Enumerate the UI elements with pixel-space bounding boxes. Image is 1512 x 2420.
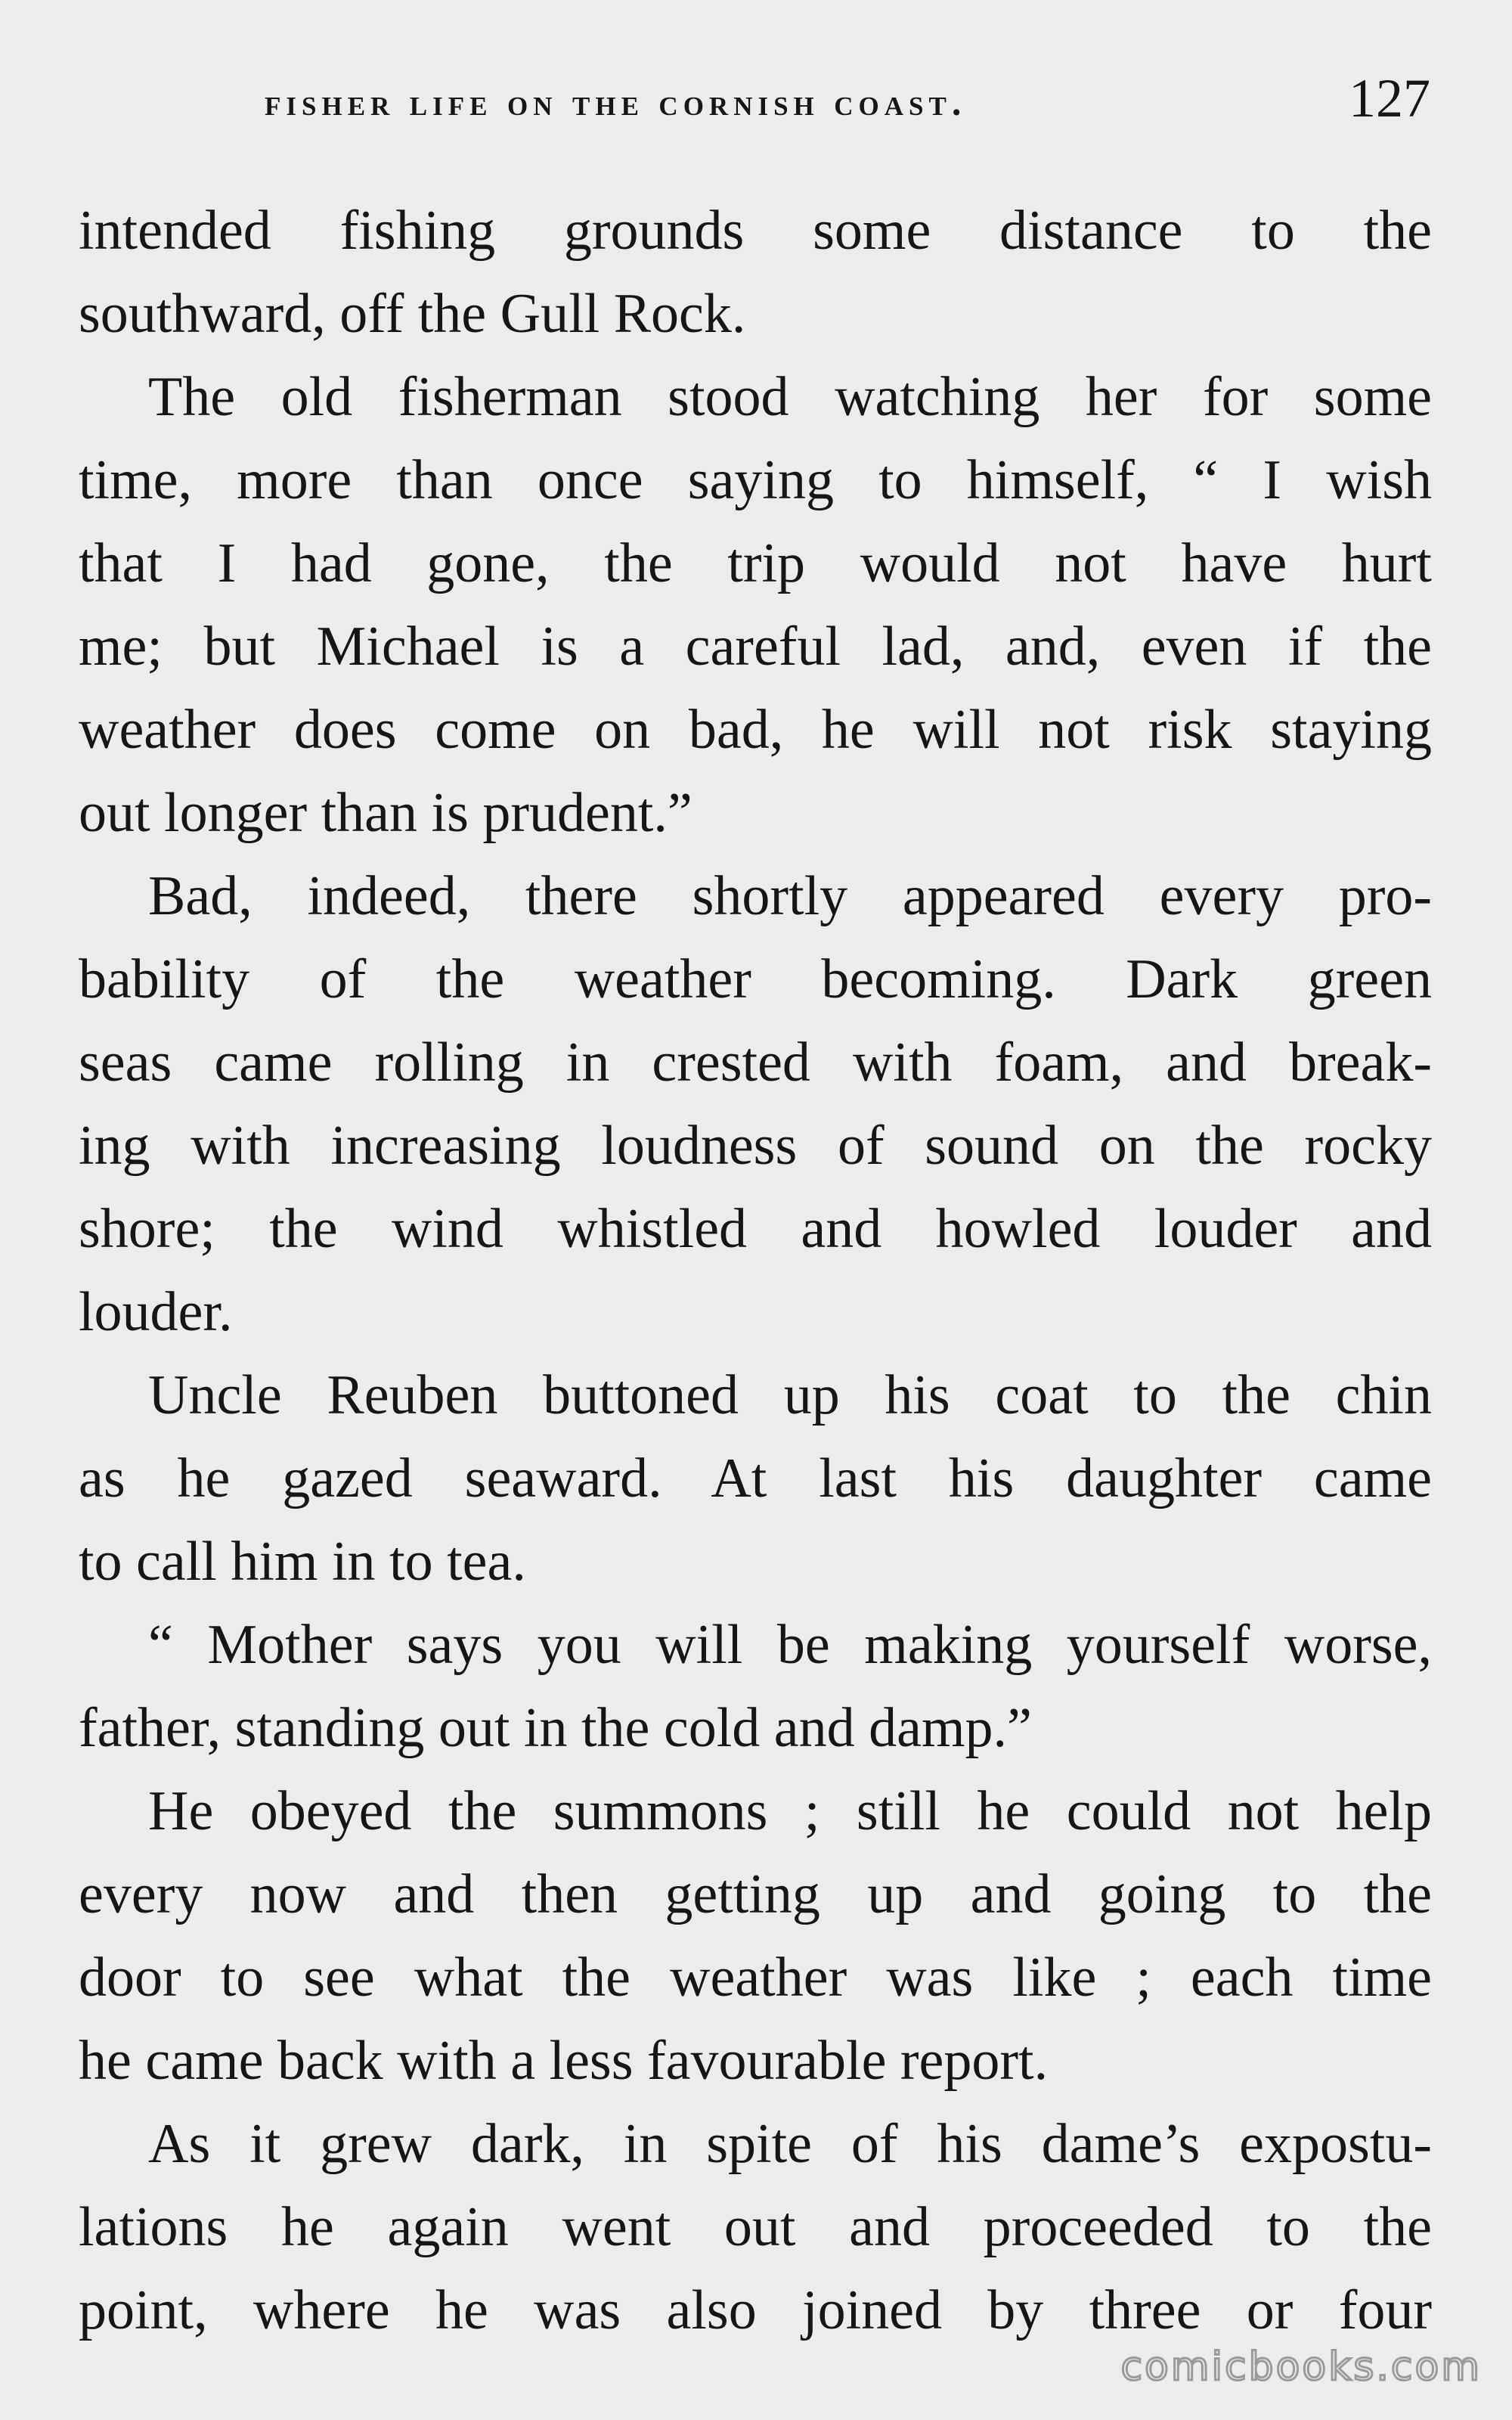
- text-line: lations he again went out and proceeded to the: [79, 2196, 1432, 2258]
- text-line: door to see what the weather was like ; each time: [79, 1947, 1432, 2009]
- text-line: seas came rolling in crested with foam, and break-: [79, 1032, 1432, 1094]
- text-line: that I had gone, the trip would not have hurt: [79, 532, 1432, 594]
- text-line: out longer than is prudent.”: [79, 782, 692, 844]
- text-line: “ Mother says you will be making yourself worse,: [148, 1614, 1432, 1676]
- watermark: comicbooks.com: [1120, 2344, 1482, 2390]
- text-line: Bad, indeed, there shortly appeared every pro-: [148, 865, 1432, 927]
- text-line: Uncle Reuben buttoned up his coat to the chin: [148, 1364, 1432, 1426]
- body-text: [79, 189, 1432, 2352]
- text-line: southward, off the Gull Rock.: [79, 283, 746, 345]
- text-line: weather does come on bad, he will not risk staying: [79, 699, 1432, 761]
- text-line: bability of the weather becoming. Dark green: [79, 948, 1432, 1010]
- text-line: father, standing out in the cold and damp.”: [79, 1697, 1032, 1759]
- text-line: point, where he was also joined by three or four: [79, 2279, 1432, 2341]
- page-number: 127: [1349, 68, 1430, 129]
- running-title: fisher life on the cornish coast.: [265, 81, 967, 123]
- text-line: The old fisherman stood watching her for some: [148, 366, 1432, 428]
- text-line: time, more than once saying to himself, “ I wish: [79, 449, 1432, 511]
- text-line: intended fishing grounds some distance to the: [79, 200, 1432, 262]
- text-line: louder.: [79, 1281, 233, 1343]
- text-line: as he gazed seaward. At last his daughter came: [79, 1447, 1432, 1509]
- text-line: me; but Michael is a careful lad, and, even if the: [79, 616, 1432, 678]
- text-line: He obeyed the summons ; still he could not help: [148, 1780, 1432, 1842]
- text-line: to call him in to tea.: [79, 1531, 526, 1593]
- text-line: As it grew dark, in spite of his dame’s expostu-: [148, 2113, 1432, 2175]
- text-line: he came back with a less favourable report.: [79, 2030, 1049, 2092]
- text-line: ing with increasing loudness of sound on the rocky: [79, 1115, 1432, 1177]
- text-line: shore; the wind whistled and howled louder and: [79, 1198, 1432, 1260]
- text-line: every now and then getting up and going to the: [79, 1863, 1432, 1925]
